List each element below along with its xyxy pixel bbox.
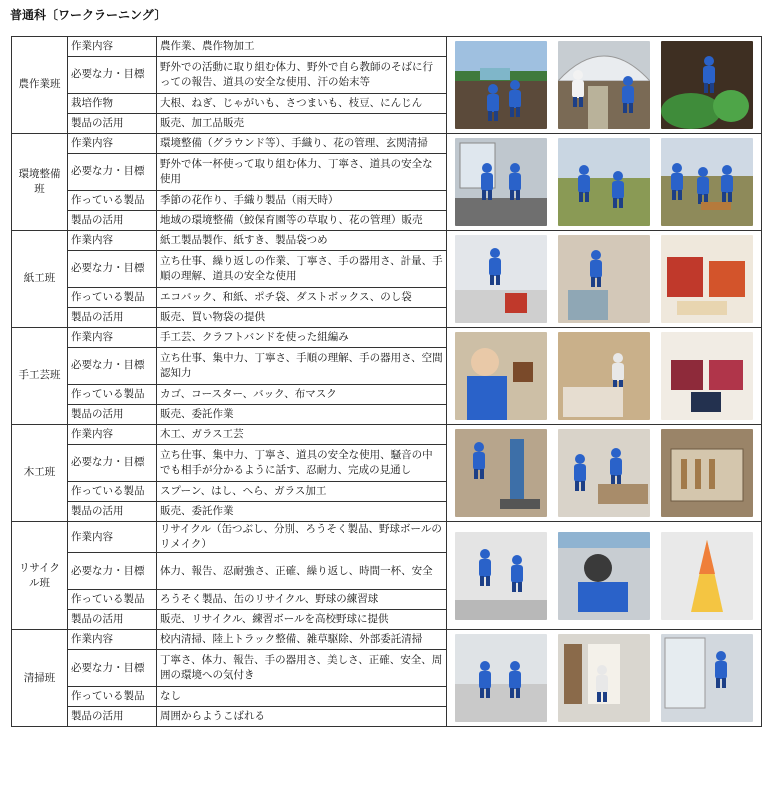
- row-value: 販売、リサイクル、練習ボールを高校野球に提供: [157, 610, 447, 630]
- row-value: 販売、加工品販売: [157, 114, 447, 134]
- row-label: 製品の活用: [68, 114, 157, 134]
- work-learning-table: [11, 36, 762, 727]
- photo-cell: [447, 231, 762, 328]
- row-label: 製品の活用: [68, 308, 157, 328]
- row-value: 紙工製品製作、紙すき、製品袋つめ: [157, 231, 447, 251]
- row-value: カゴ、コースター、バック、布マスク: [157, 385, 447, 405]
- row-label: 製品の活用: [68, 502, 157, 522]
- row-label: 作業内容: [68, 522, 157, 553]
- row-label: 作っている製品: [68, 482, 157, 502]
- row-value: 野外で体一杯使って取り組む体力、丁寧さ、道具の安全な使用: [157, 154, 447, 191]
- wood-spoons-photo: [661, 429, 753, 517]
- hallway-cleaning-photo: [558, 634, 650, 722]
- row-value: なし: [157, 687, 447, 707]
- eco-bags-photo: [661, 235, 753, 323]
- ball-remake-photo: [558, 532, 650, 620]
- photo-strip: [450, 532, 758, 620]
- photo-cell: [447, 328, 762, 425]
- row-label: 必要な力・目標: [68, 445, 157, 482]
- row-value: 販売、委託作業: [157, 405, 447, 425]
- row-label: 作業内容: [68, 231, 157, 251]
- row-value: 木工、ガラス工芸: [157, 425, 447, 445]
- row-label: 製品の活用: [68, 211, 157, 231]
- table-row: [12, 134, 762, 154]
- floor-mopping-photo: [455, 634, 547, 722]
- row-value: 販売、買い物袋の提供: [157, 308, 447, 328]
- photo-strip: [450, 634, 758, 722]
- row-label: 作っている製品: [68, 590, 157, 610]
- row-value: 立ち仕事、集中力、丁寧さ、道具の安全な使用、騒音の中でも相手が分かるように話す、忍耐力、完成の見通し: [157, 445, 447, 482]
- table-row: [12, 425, 762, 445]
- table-row: [12, 328, 762, 348]
- row-value: 立ち仕事、集中力、丁寧さ、手順の理解、手の器用さ、空間認知力: [157, 348, 447, 385]
- table-row: [12, 231, 762, 251]
- row-label: 作業内容: [68, 134, 157, 154]
- photo-strip: [450, 41, 758, 129]
- photo-cell: [447, 425, 762, 522]
- row-label: 必要な力・目標: [68, 553, 157, 590]
- planting-photo: [661, 41, 753, 129]
- farm-field-photo: [455, 41, 547, 129]
- weeding-photo: [558, 138, 650, 226]
- craft-baskets-photo: [661, 332, 753, 420]
- row-label: 必要な力・目標: [68, 57, 157, 94]
- row-label: 作っている製品: [68, 288, 157, 308]
- group-name: 農作業班: [12, 37, 68, 134]
- row-label: 作業内容: [68, 630, 157, 650]
- paper-work-photo: [455, 235, 547, 323]
- row-value: リサイクル（缶つぶし、分別、ろうそく製品、野球ボールのリメイク）: [157, 522, 447, 553]
- photo-cell: [447, 37, 762, 134]
- row-label: 作業内容: [68, 328, 157, 348]
- papermaking-photo: [558, 235, 650, 323]
- row-value: 農作業、農作物加工: [157, 37, 447, 57]
- row-value: ろうそく製品、缶のリサイクル、野球の練習球: [157, 590, 447, 610]
- row-value: 大根、ねぎ、じゃがいも、さつまいも、枝豆、にんじん: [157, 94, 447, 114]
- craft-table-photo: [558, 332, 650, 420]
- row-label: 製品の活用: [68, 610, 157, 630]
- row-value: 手工芸、クラフトバンドを使った組編み: [157, 328, 447, 348]
- row-label: 作っている製品: [68, 687, 157, 707]
- row-label: 栽培作物: [68, 94, 157, 114]
- photo-strip: [450, 429, 758, 517]
- drill-press-photo: [455, 429, 547, 517]
- entrance-cleaning-photo: [455, 138, 547, 226]
- row-label: 必要な力・目標: [68, 251, 157, 288]
- row-value: 立ち仕事、繰り返しの作業、丁寧さ、手の器用さ、計量、手順の理解、道具の安全な使用: [157, 251, 447, 288]
- row-value: 野外での活動に取り組む体力、野外で自ら教師のそばに行っての報告、道具の安全な使用、汗の始末等: [157, 57, 447, 94]
- row-value: 環境整備（グラウンド等）、手織り、花の管理、玄関清掃: [157, 134, 447, 154]
- row-label: 作業内容: [68, 425, 157, 445]
- photo-strip: [450, 235, 758, 323]
- row-label: 必要な力・目標: [68, 650, 157, 687]
- photo-strip: [450, 332, 758, 420]
- group-name: 環境整備班: [12, 134, 68, 231]
- row-value: 季節の花作り、手織り製品（雨天時）: [157, 191, 447, 211]
- group-name: 木工班: [12, 425, 68, 522]
- row-label: 製品の活用: [68, 707, 157, 727]
- row-value: エコバック、和紙、ポチ袋、ダストボックス、のし袋: [157, 288, 447, 308]
- page-title: 普通科〔ワークラーニング〕: [10, 8, 167, 22]
- window-wiping-photo: [661, 634, 753, 722]
- row-label: 作っている製品: [68, 191, 157, 211]
- photo-strip: [450, 138, 758, 226]
- group-name: リサイクル班: [12, 522, 68, 630]
- group-name: 手工芸班: [12, 328, 68, 425]
- photo-cell: [447, 134, 762, 231]
- table-row: [12, 630, 762, 650]
- row-label: 作っている製品: [68, 385, 157, 405]
- row-label: 作業内容: [68, 37, 157, 57]
- row-value: 校内清掃、陸上トラック整備、雑草駆除、外部委託清掃: [157, 630, 447, 650]
- row-label: 製品の活用: [68, 405, 157, 425]
- table-row: [12, 522, 762, 553]
- table-row: [12, 37, 762, 57]
- row-label: 必要な力・目標: [68, 348, 157, 385]
- candle-photo: [661, 532, 753, 620]
- row-label: 必要な力・目標: [68, 154, 157, 191]
- row-value: 販売、委託作業: [157, 502, 447, 522]
- group-name: 紙工班: [12, 231, 68, 328]
- can-crushing-photo: [455, 532, 547, 620]
- sanding-photo: [558, 429, 650, 517]
- row-value: 丁寧さ、体力、報告、手の器用さ、美しさ、正確、安全、周囲の環境への気付き: [157, 650, 447, 687]
- photo-cell: [447, 522, 762, 630]
- row-value: 体力、報告、忍耐強さ、正確、繰り返し、時間一杯、安全: [157, 553, 447, 590]
- row-value: 周囲からようこばれる: [157, 707, 447, 727]
- row-value: スプーン、はし、へら、ガラス加工: [157, 482, 447, 502]
- photo-cell: [447, 630, 762, 727]
- row-value: 地域の環境整備（鮫保育園等の草取り、花の管理）販売: [157, 211, 447, 231]
- weaving-student-photo: [455, 332, 547, 420]
- group-name: 清掃班: [12, 630, 68, 727]
- greenhouse-photo: [558, 41, 650, 129]
- flowerbed-photo: [661, 138, 753, 226]
